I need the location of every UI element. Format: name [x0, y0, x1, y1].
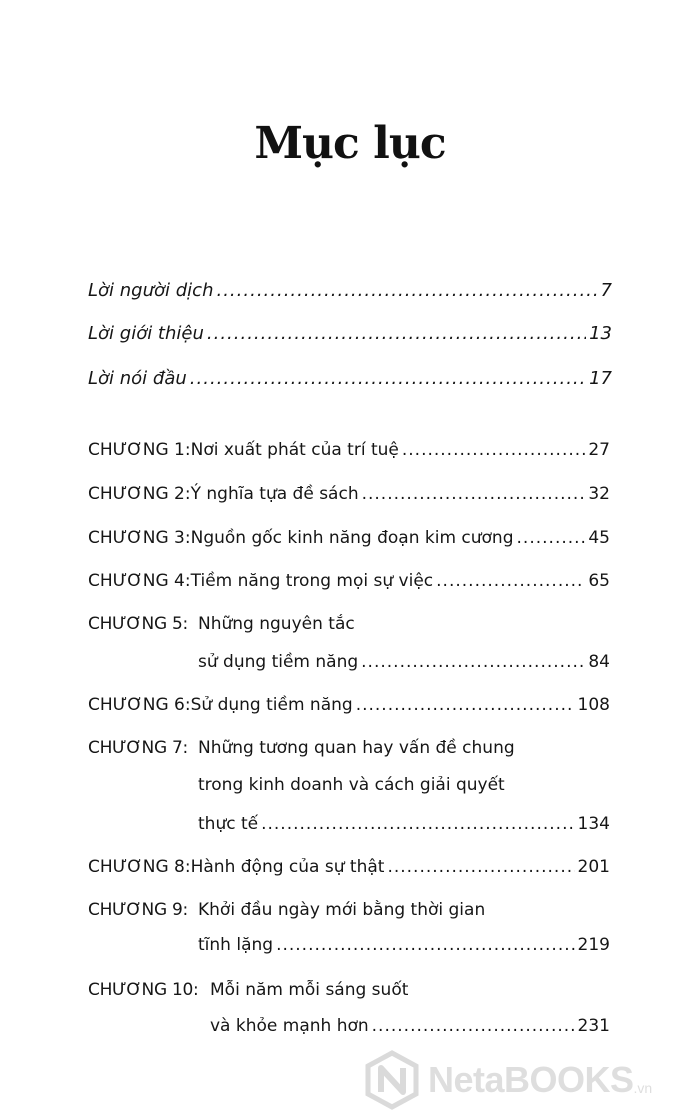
chapter-label: CHƯƠNG 3: [88, 528, 191, 548]
chapter-label: CHƯƠNG 7: [88, 738, 188, 758]
chapter-page: 219 [577, 935, 610, 955]
toc-entry [88, 280, 612, 301]
chapter-title: Ý nghĩa tựa đề sách [190, 484, 359, 504]
toc-chapter-cont [198, 814, 610, 834]
chapter-title: Khởi đầu ngày mới bằng thời gian [198, 900, 486, 920]
dot-leader [402, 440, 586, 460]
chapter-page: 108 [577, 695, 610, 715]
dot-leader [190, 368, 586, 389]
dot-leader [362, 484, 586, 504]
toc-chapter-cont [198, 935, 610, 955]
dot-leader [517, 528, 586, 548]
chapter-page: 65 [588, 571, 610, 591]
dot-leader [372, 1016, 575, 1036]
toc-chapter [88, 571, 610, 591]
chapter-title: Tiềm năng trong mọi sự việc [190, 571, 434, 591]
entry-title: Lời người dịch [88, 280, 214, 301]
watermark [362, 1040, 700, 1119]
toc-chapter-cont [210, 1016, 610, 1036]
dot-leader [356, 695, 575, 715]
chapter-label: CHƯƠNG 9: [88, 900, 188, 920]
chapter-page: 27 [588, 440, 610, 460]
entry-page: 7 [600, 280, 612, 301]
page-title: Mục lục [254, 118, 446, 169]
dot-leader [361, 652, 585, 672]
chapter-title: Sử dụng tiềm năng [190, 695, 353, 715]
dot-leader [207, 323, 586, 344]
chapter-label: CHƯƠNG 1: [88, 440, 191, 460]
chapter-page: 134 [577, 814, 610, 834]
chapter-title: Hành động của sự thật [190, 857, 385, 877]
chapter-title: trong kinh doanh và cách giải quyết [198, 775, 505, 795]
chapter-title: sử dụng tiềm năng [198, 652, 359, 672]
dot-leader [276, 935, 574, 955]
entry-page: 13 [589, 323, 612, 344]
chapter-title: Mỗi năm mỗi sáng suốt [210, 980, 409, 1000]
chapter-label: CHƯƠNG 5: [88, 614, 188, 634]
toc-chapter [88, 484, 610, 504]
toc-chapter-cont [198, 652, 610, 672]
chapter-label: CHƯƠNG 2: [88, 484, 191, 504]
dot-leader [436, 571, 585, 591]
chapter-title: tĩnh lặng [198, 935, 274, 955]
chapter-label: CHƯƠNG 8: [88, 857, 191, 877]
chapter-title: Nguồn gốc kinh năng đoạn kim cương [190, 528, 514, 548]
chapter-label: CHƯƠNG 6: [88, 695, 191, 715]
dot-leader [216, 280, 597, 301]
toc-chapter [88, 528, 610, 548]
watermark-brand: NetaBOOKS [428, 1058, 634, 1100]
entry-title: Lời giới thiệu [88, 323, 204, 344]
dot-leader [261, 814, 574, 834]
chapter-page: 84 [588, 652, 610, 672]
toc-chapter [88, 695, 610, 715]
dot-leader [387, 857, 574, 877]
entry-page: 17 [589, 368, 612, 389]
chapter-title: Những nguyên tắc [198, 614, 355, 634]
chapter-title: và khỏe mạnh hơn [210, 1016, 369, 1036]
chapter-title: Những tương quan hay vấn đề chung [198, 738, 515, 758]
chapter-page: 201 [577, 857, 610, 877]
toc-chapter [88, 440, 610, 460]
toc-entry [88, 323, 612, 344]
n-hexagon-logo-icon [362, 1050, 422, 1110]
chapter-title: Nơi xuất phát của trí tuệ [190, 440, 399, 460]
toc-chapter [88, 857, 610, 877]
chapter-page: 45 [588, 528, 610, 548]
entry-title: Lời nói đầu [88, 368, 187, 389]
chapter-page: 231 [577, 1016, 610, 1036]
chapter-label: CHƯƠNG 4: [88, 571, 191, 591]
toc-entry [88, 368, 612, 389]
watermark-suffix: .vn [633, 1079, 653, 1096]
chapter-label: CHƯƠNG 10: [88, 980, 199, 1000]
chapter-title: thực tế [198, 814, 259, 834]
chapter-page: 32 [588, 484, 610, 504]
